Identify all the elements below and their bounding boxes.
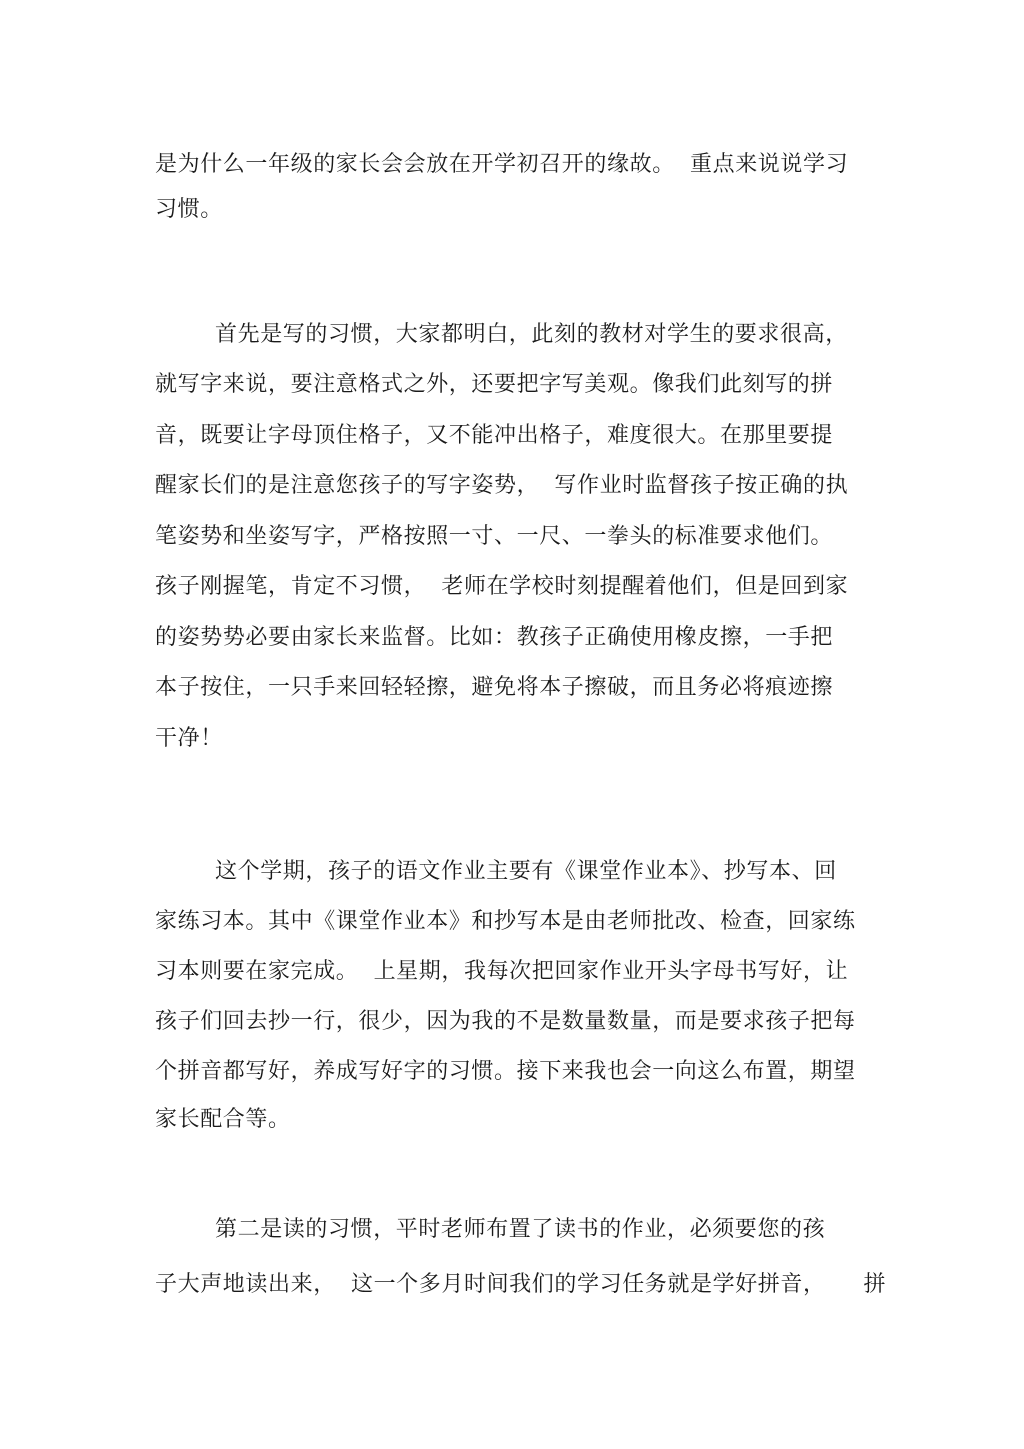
paragraph-2-line-1: 首先是写的习惯，大家都明白，此刻的教材对学生的要求很高， [215,322,848,347]
paragraph-2-line-3: 音，既要让字母顶住格子，又不能冲出格子，难度很大。在那里要提 [155,423,834,448]
paragraph-1-line-1: 是为什么一年级的家长会会放在开学初召开的缘故。 重点来说说学习 [155,152,849,177]
paragraph-1-line-2: 习惯。 [155,197,223,222]
paragraph-4-line-1: 第二是读的习惯，平时老师布置了读书的作业，必须要您的孩 [215,1217,826,1242]
paragraph-3-line-3: 习本则要在家完成。 上星期，我每次把回家作业开头字母书写好，让 [155,959,849,984]
paragraph-3-line-2: 家练习本。其中《课堂作业本》和抄写本是由老师批改、检查，回家练 [155,909,856,934]
paragraph-2-line-5: 笔姿势和坐姿写字，严格按照一寸、一尺、一拳头的标准要求他们。 [155,524,834,549]
paragraph-2-line-6: 孩子刚握笔，肯定不习惯， 老师在学校时刻提醒着他们，但是回到家 [155,574,849,599]
paragraph-2-line-2: 就写字来说，要注意格式之外，还要把字写美观。像我们此刻写的拼 [155,372,834,397]
paragraph-2-line-9: 干净！ [155,726,223,751]
paragraph-3-line-1: 这个学期，孩子的语文作业主要有《课堂作业本》、抄写本、回 [215,859,837,884]
paragraph-2-line-4: 醒家长们的是注意您孩子的写字姿势， 写作业时监督孩子按正确的执 [155,473,849,498]
paragraph-3-line-6: 家长配合等。 [155,1107,291,1132]
paragraph-4-line-2: 子大声地读出来， 这一个多月时间我们的学习任务就是学好拼音， 拼 [155,1272,887,1297]
paragraph-3-line-4: 孩子们回去抄一行，很少，因为我的不是数量数量，而是要求孩子把每 [155,1009,856,1034]
paragraph-2-line-7: 的姿势势必要由家长来监督。比如：教孩子正确使用橡皮擦，一手把 [155,625,834,650]
paragraph-3-line-5: 个拼音都写好，养成写好字的习惯。接下来我也会一向这么布置，期望 [155,1059,856,1084]
paragraph-2-line-8: 本子按住，一只手来回轻轻擦，避免将本子擦破，而且务必将痕迹擦 [155,675,834,700]
